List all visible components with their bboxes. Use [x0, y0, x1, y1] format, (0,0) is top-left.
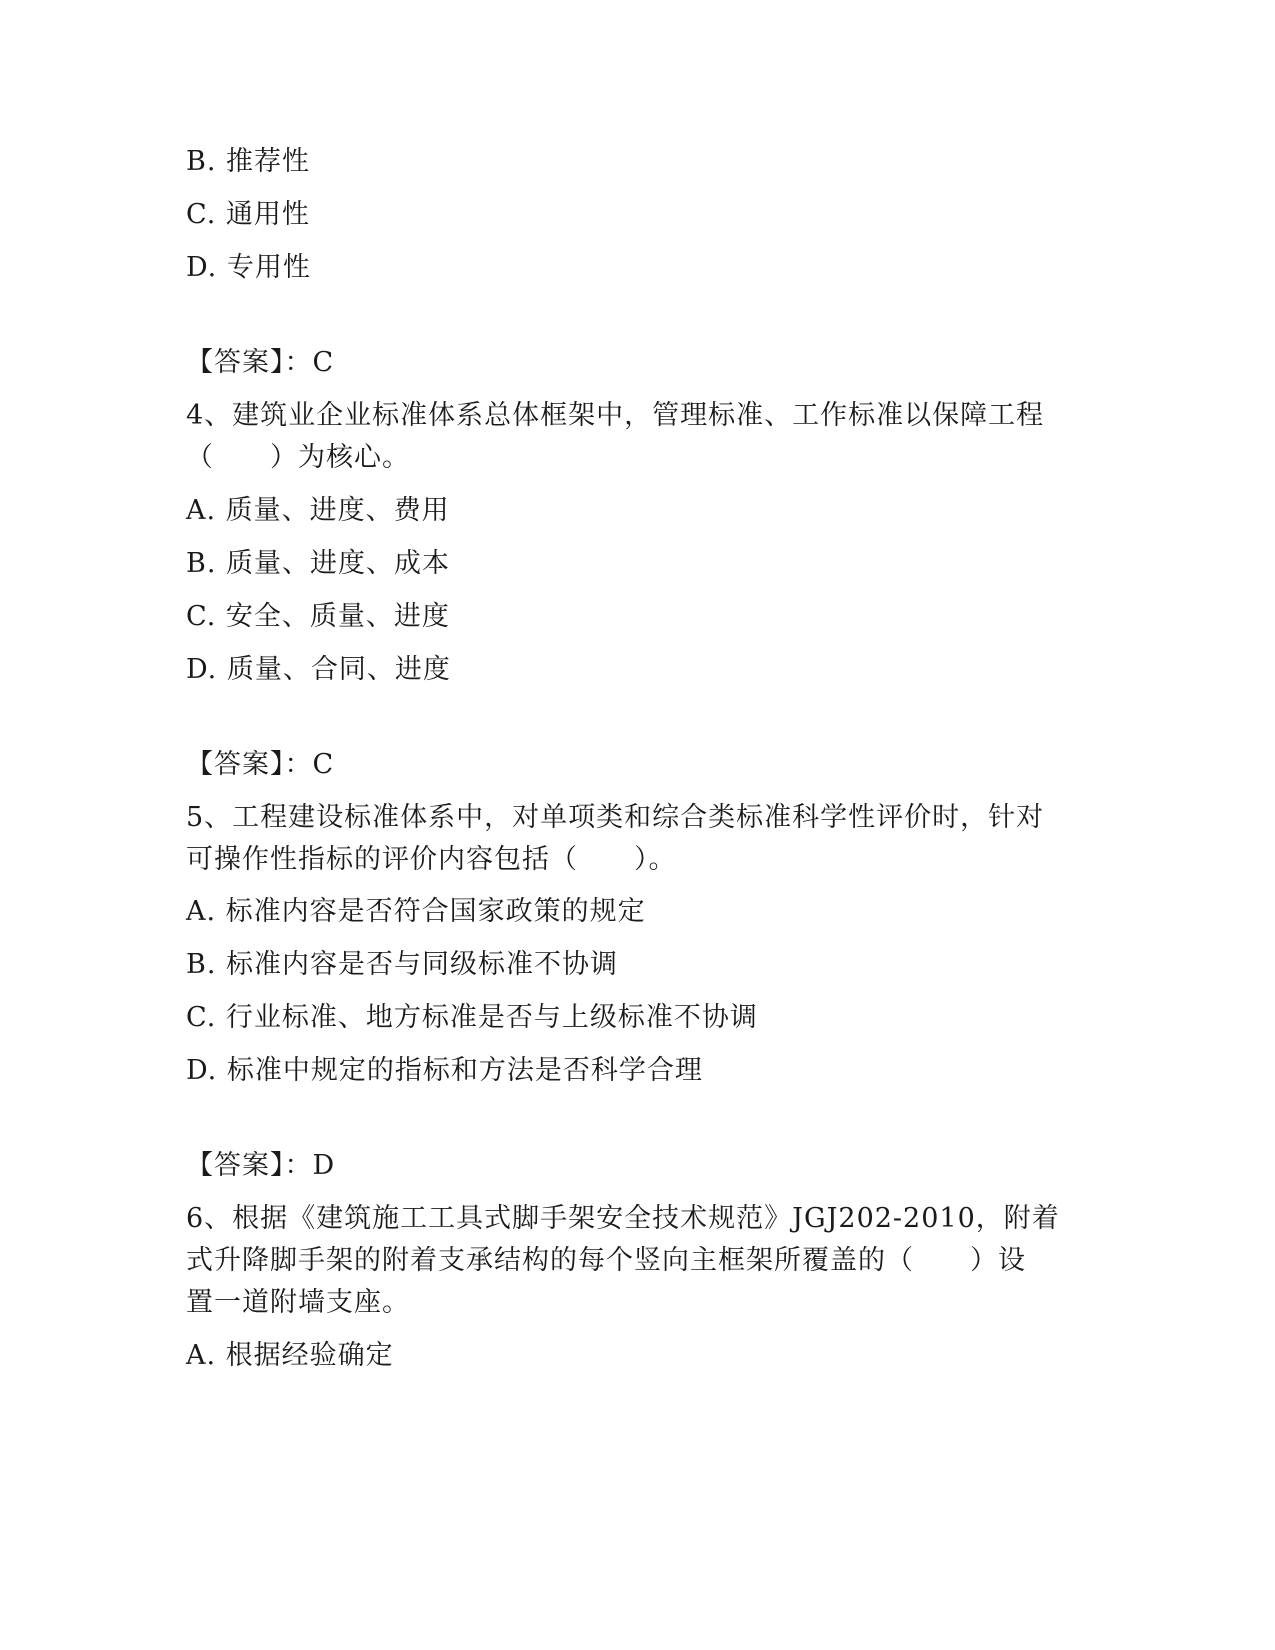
q6-stem-line3: 置一道附墙支座。: [186, 1287, 410, 1318]
q6-stem-line2: 式升降脚手架的附着支承结构的每个竖向主框架所覆盖的（ ）设: [186, 1245, 1026, 1276]
q3-option-b: B. 推荐性: [186, 146, 311, 177]
q5-option-a: A. 标准内容是否符合国家政策的规定: [186, 896, 646, 927]
q6-option-a: A. 根据经验确定: [186, 1340, 394, 1371]
q6-stem-line1: 6、根据《建筑施工工具式脚手架安全技术规范》JGJ202-2010，附着: [186, 1203, 1060, 1234]
q3-option-d: D. 专用性: [186, 252, 311, 283]
q5-option-c: C. 行业标准、地方标准是否与上级标准不协调: [186, 1002, 758, 1033]
q4-stem-line2: （ ）为核心。: [186, 442, 410, 473]
q4-option-a: A. 质量、进度、费用: [186, 495, 450, 526]
q3-answer: 【答案】：C: [186, 347, 335, 378]
q4-option-b: B. 质量、进度、成本: [186, 548, 451, 579]
q5-option-d: D. 标准中规定的指标和方法是否科学合理: [186, 1055, 703, 1086]
q5-option-b: B. 标准内容是否与同级标准不协调: [186, 949, 619, 980]
q5-stem-line1: 5、工程建设标准体系中，对单项类和综合类标准科学性评价时，针对: [186, 802, 1045, 833]
q5-stem-line2: 可操作性指标的评价内容包括（ ）。: [186, 844, 677, 875]
q4-option-d: D. 质量、合同、进度: [186, 654, 451, 685]
q3-option-c: C. 通用性: [186, 199, 310, 230]
q5-answer: 【答案】：D: [186, 1150, 336, 1181]
q4-option-c: C. 安全、质量、进度: [186, 601, 450, 632]
q4-answer: 【答案】：C: [186, 749, 335, 780]
q4-stem-line1: 4、建筑业企业标准体系总体框架中，管理标准、工作标准以保障工程: [186, 400, 1045, 431]
